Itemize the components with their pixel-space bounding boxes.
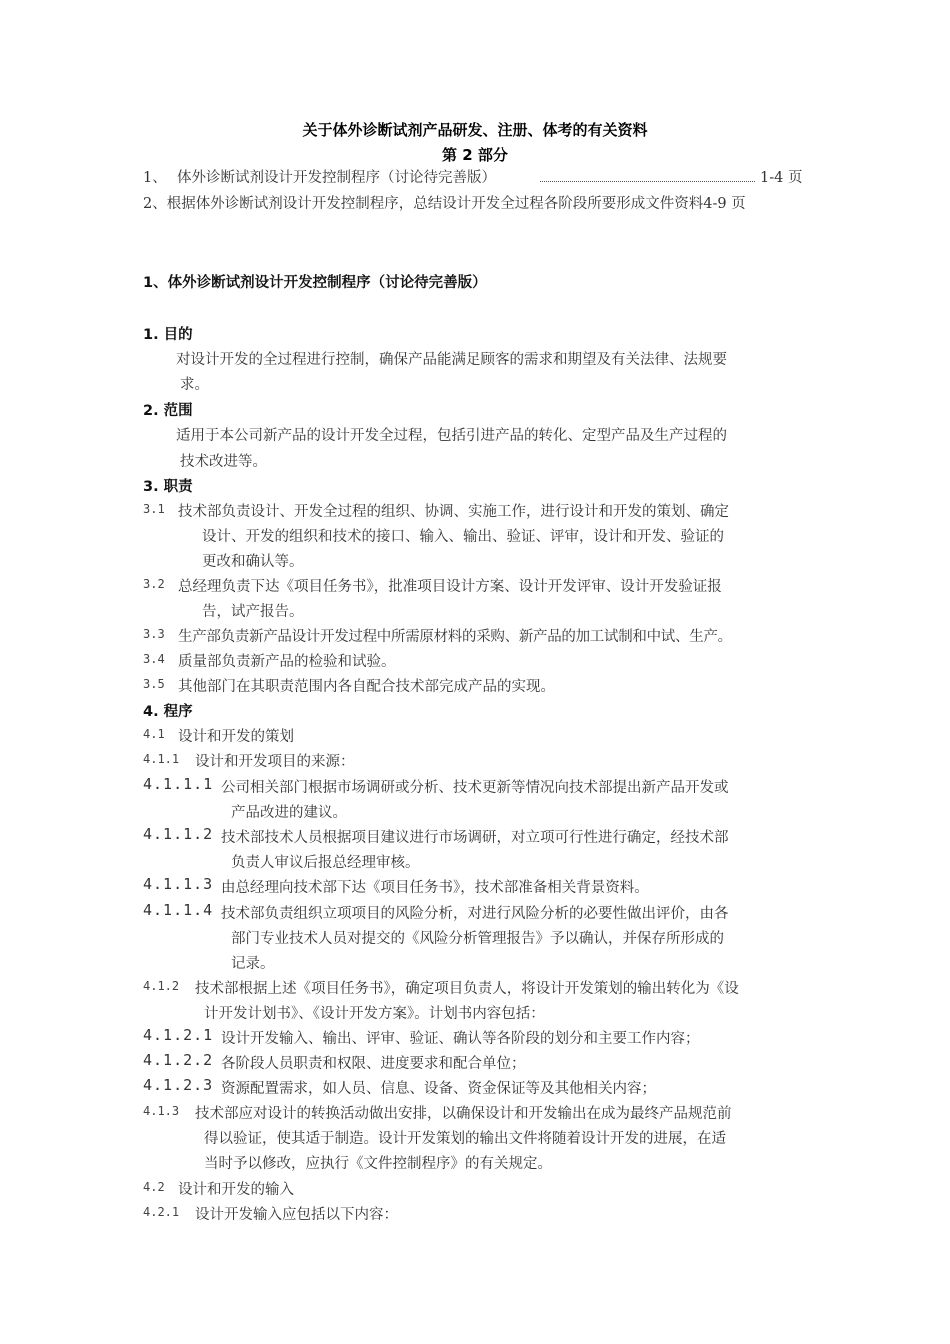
- item-4-1-1-2-number: 4.1.1.2: [143, 825, 214, 843]
- item-4-1-1-1-number: 4.1.1.1: [143, 775, 214, 793]
- item-4-1-2-2-line-1: 各阶段人员职责和权限、进度要求和配合单位；: [221, 1056, 526, 1072]
- scope-line-2: 技术改进等。: [180, 454, 267, 470]
- document-subtitle: 第 2 部分: [442, 146, 508, 164]
- item-4-1-1-2-line-2: 负责人审议后报总经理审核。: [231, 855, 420, 871]
- item-4-1-2-2-number: 4.1.2.2: [143, 1051, 214, 1069]
- heading-purpose: 1. 目的: [143, 327, 193, 343]
- heading-responsibilities: 3. 职责: [143, 479, 193, 495]
- item-4-1-1-4-line-2: 部门专业技术人员对提交的《风险分析管理报告》予以确认，并保存所形成的: [231, 931, 724, 947]
- item-4-1-1-4-number: 4.1.1.4: [143, 901, 214, 919]
- item-4-1-2-3-line-1: 资源配置需求，如人员、信息、设备、资金保证等及其他相关内容；: [221, 1081, 656, 1097]
- purpose-line-1: 对设计开发的全过程进行控制，确保产品能满足顾客的需求和期望及有关法律、法规要: [176, 352, 727, 368]
- section-heading: 1、体外诊断试剂设计开发控制程序（讨论待完善版）: [143, 275, 487, 291]
- item-4-1-1-4-line-3: 记录。: [231, 956, 275, 972]
- item-4-1-1-4-line-1: 技术部负责组织立项项目的风险分析，对进行风险分析的必要性做出评价，由各: [221, 906, 729, 922]
- item-4-1-2-line-1: 技术部根据上述《项目任务书》，确定项目负责人，将设计开发策划的输出转化为《设: [195, 981, 739, 997]
- item-3-3-line-1: 生产部负责新产品设计开发过程中所需原材料的采购、新产品的加工试制和中试、生产。: [178, 629, 732, 645]
- item-3-4-line-1: 质量部负责新产品的检验和试验。: [178, 654, 396, 670]
- toc-leader-dots: [540, 165, 755, 182]
- item-4-1-3-number: 4.1.3: [143, 1104, 180, 1118]
- scope-line-1: 适用于本公司新产品的设计开发全过程，包括引进产品的转化、定型产品及生产过程的: [176, 428, 727, 444]
- item-4-2-1-number: 4.2.1: [143, 1205, 180, 1219]
- item-4-1-3-line-2: 得以验证，使其适于制造。设计开发策划的输出文件将随着设计开发的进展，在适: [204, 1131, 726, 1147]
- heading-scope: 2. 范围: [143, 403, 193, 419]
- item-3-1-line-3: 更改和确认等。: [202, 554, 304, 570]
- item-3-2-number: 3.2: [143, 577, 165, 591]
- item-3-5-line-1: 其他部门在其职责范围内各自配合技术部完成产品的实现。: [178, 679, 555, 695]
- toc-item-2-text: 2、根据体外诊断试剂设计开发控制程序，总结设计开发全过程各阶段所要形成文件资料4-9 页: [143, 196, 746, 212]
- item-4-1-1-number: 4.1.1: [143, 752, 180, 766]
- toc-item-1-page: 1-4 页: [760, 170, 803, 186]
- item-4-1-1-1-line-2: 产品改进的建议。: [231, 805, 347, 821]
- item-4-1-number: 4.1: [143, 727, 165, 741]
- item-4-1-3-line-3: 当时予以修改，应执行《文件控制程序》的有关规定。: [204, 1156, 552, 1172]
- item-3-1-number: 3.1: [143, 502, 165, 516]
- heading-procedure: 4. 程序: [143, 704, 193, 720]
- document-title: 关于体外诊断试剂产品研发、注册、体考的有关资料: [302, 121, 648, 139]
- item-3-1-line-2: 设计、开发的组织和技术的接口、输入、输出、验证、评审，设计和开发、验证的: [202, 529, 724, 545]
- item-4-1-1-3-number: 4.1.1.3: [143, 875, 214, 893]
- item-4-1-1-line-1: 设计和开发项目的来源：: [195, 754, 355, 770]
- item-3-4-number: 3.4: [143, 652, 165, 666]
- item-3-1-line-1: 技术部负责设计、开发全过程的组织、协调、实施工作，进行设计和开发的策划、确定: [178, 504, 729, 520]
- item-4-2-number: 4.2: [143, 1180, 165, 1194]
- item-4-1-2-number: 4.1.2: [143, 979, 180, 993]
- item-3-2-line-1: 总经理负责下达《项目任务书》，批准项目设计方案、设计开发评审、设计开发验证报: [178, 579, 722, 595]
- item-3-5-number: 3.5: [143, 677, 165, 691]
- item-4-1-1-1-line-1: 公司相关部门根据市场调研或分析、技术更新等情况向技术部提出新产品开发或: [221, 780, 729, 796]
- purpose-line-2: 求。: [180, 377, 209, 393]
- toc-item-1-text: 体外诊断试剂设计开发控制程序（讨论待完善版）: [177, 170, 496, 186]
- item-4-1-2-1-line-1: 设计开发输入、输出、评审、验证、确认等各阶段的划分和主要工作内容；: [221, 1031, 700, 1047]
- item-3-3-number: 3.3: [143, 627, 165, 641]
- item-4-1-3-line-1: 技术部应对设计的转换活动做出安排，以确保设计和开发输出在成为最终产品规范前: [195, 1106, 732, 1122]
- toc-item-1-number: 1、: [143, 170, 167, 186]
- item-4-1-2-1-number: 4.1.2.1: [143, 1026, 214, 1044]
- item-4-1-2-line-2: 计开发计划书》、《设计开发方案》。计划书内容包括：: [204, 1006, 545, 1022]
- item-4-1-1-3-line-1: 由总经理向技术部下达《项目任务书》，技术部准备相关背景资料。: [221, 880, 649, 896]
- item-4-2-line-1: 设计和开发的输入: [178, 1182, 294, 1198]
- item-4-1-2-3-number: 4.1.2.3: [143, 1076, 214, 1094]
- item-4-1-1-2-line-1: 技术部技术人员根据项目建议进行市场调研，对立项可行性进行确定，经技术部: [221, 830, 729, 846]
- item-3-2-line-2: 告，试产报告。: [202, 604, 304, 620]
- item-4-2-1-line-1: 设计开发输入应包括以下内容：: [195, 1207, 398, 1223]
- item-4-1-line-1: 设计和开发的策划: [178, 729, 294, 745]
